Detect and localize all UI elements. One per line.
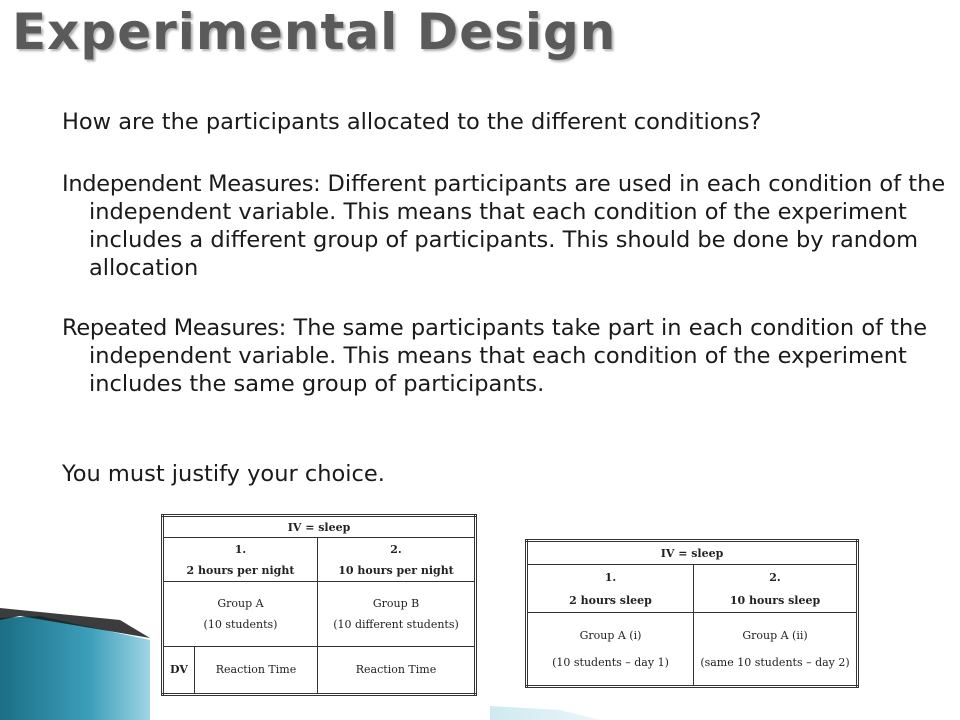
question-text: How are the participants allocated to the different conditions?	[62, 109, 762, 135]
table1-condition-1: 1. 2 hours per night	[163, 538, 318, 582]
repeated-measures-text: : The same participants take part in each condition of the independent variable. This means that each condition of the experiment includes the same group of participants.	[89, 315, 928, 397]
repeated-measures-term: Repeated Measures	[62, 315, 279, 341]
independent-measures-term: Independent Measures:	[62, 171, 321, 197]
table1-dv-1: Reaction Time	[195, 646, 318, 694]
independent-measures-paragraph	[62, 170, 951, 282]
independent-measures-text: Different participants are used in each condition of the independent variable. This means that each condition of the experiment includes a different group of participants. This should be done by random allocation	[89, 171, 946, 281]
table2-condition-1: 1. 2 hours sleep	[527, 565, 694, 613]
table2-header: IV = sleep	[527, 541, 858, 565]
justify-text: You must justify your choice.	[62, 461, 385, 487]
slide-title: Experimental Design	[12, 3, 617, 61]
repeated-measures-paragraph	[62, 314, 951, 398]
table1-dv-label: DV	[163, 646, 195, 694]
table1-group-b: Group B (10 different students)	[318, 582, 476, 646]
table2-condition-2: 2. 10 hours sleep	[694, 565, 858, 613]
table2-group-a-ii: Group A (ii) (same 10 students – day 2)	[694, 613, 858, 687]
table1-condition-2: 2. 10 hours per night	[318, 538, 476, 582]
table1-header: IV = sleep	[163, 516, 476, 538]
repeated-measures-table	[525, 539, 859, 688]
table1-group-a: Group A (10 students)	[163, 582, 318, 646]
independent-measures-table	[161, 514, 477, 696]
table2-group-a-i: Group A (i) (10 students – day 1)	[527, 613, 694, 687]
table1-dv-2: Reaction Time	[318, 646, 476, 694]
